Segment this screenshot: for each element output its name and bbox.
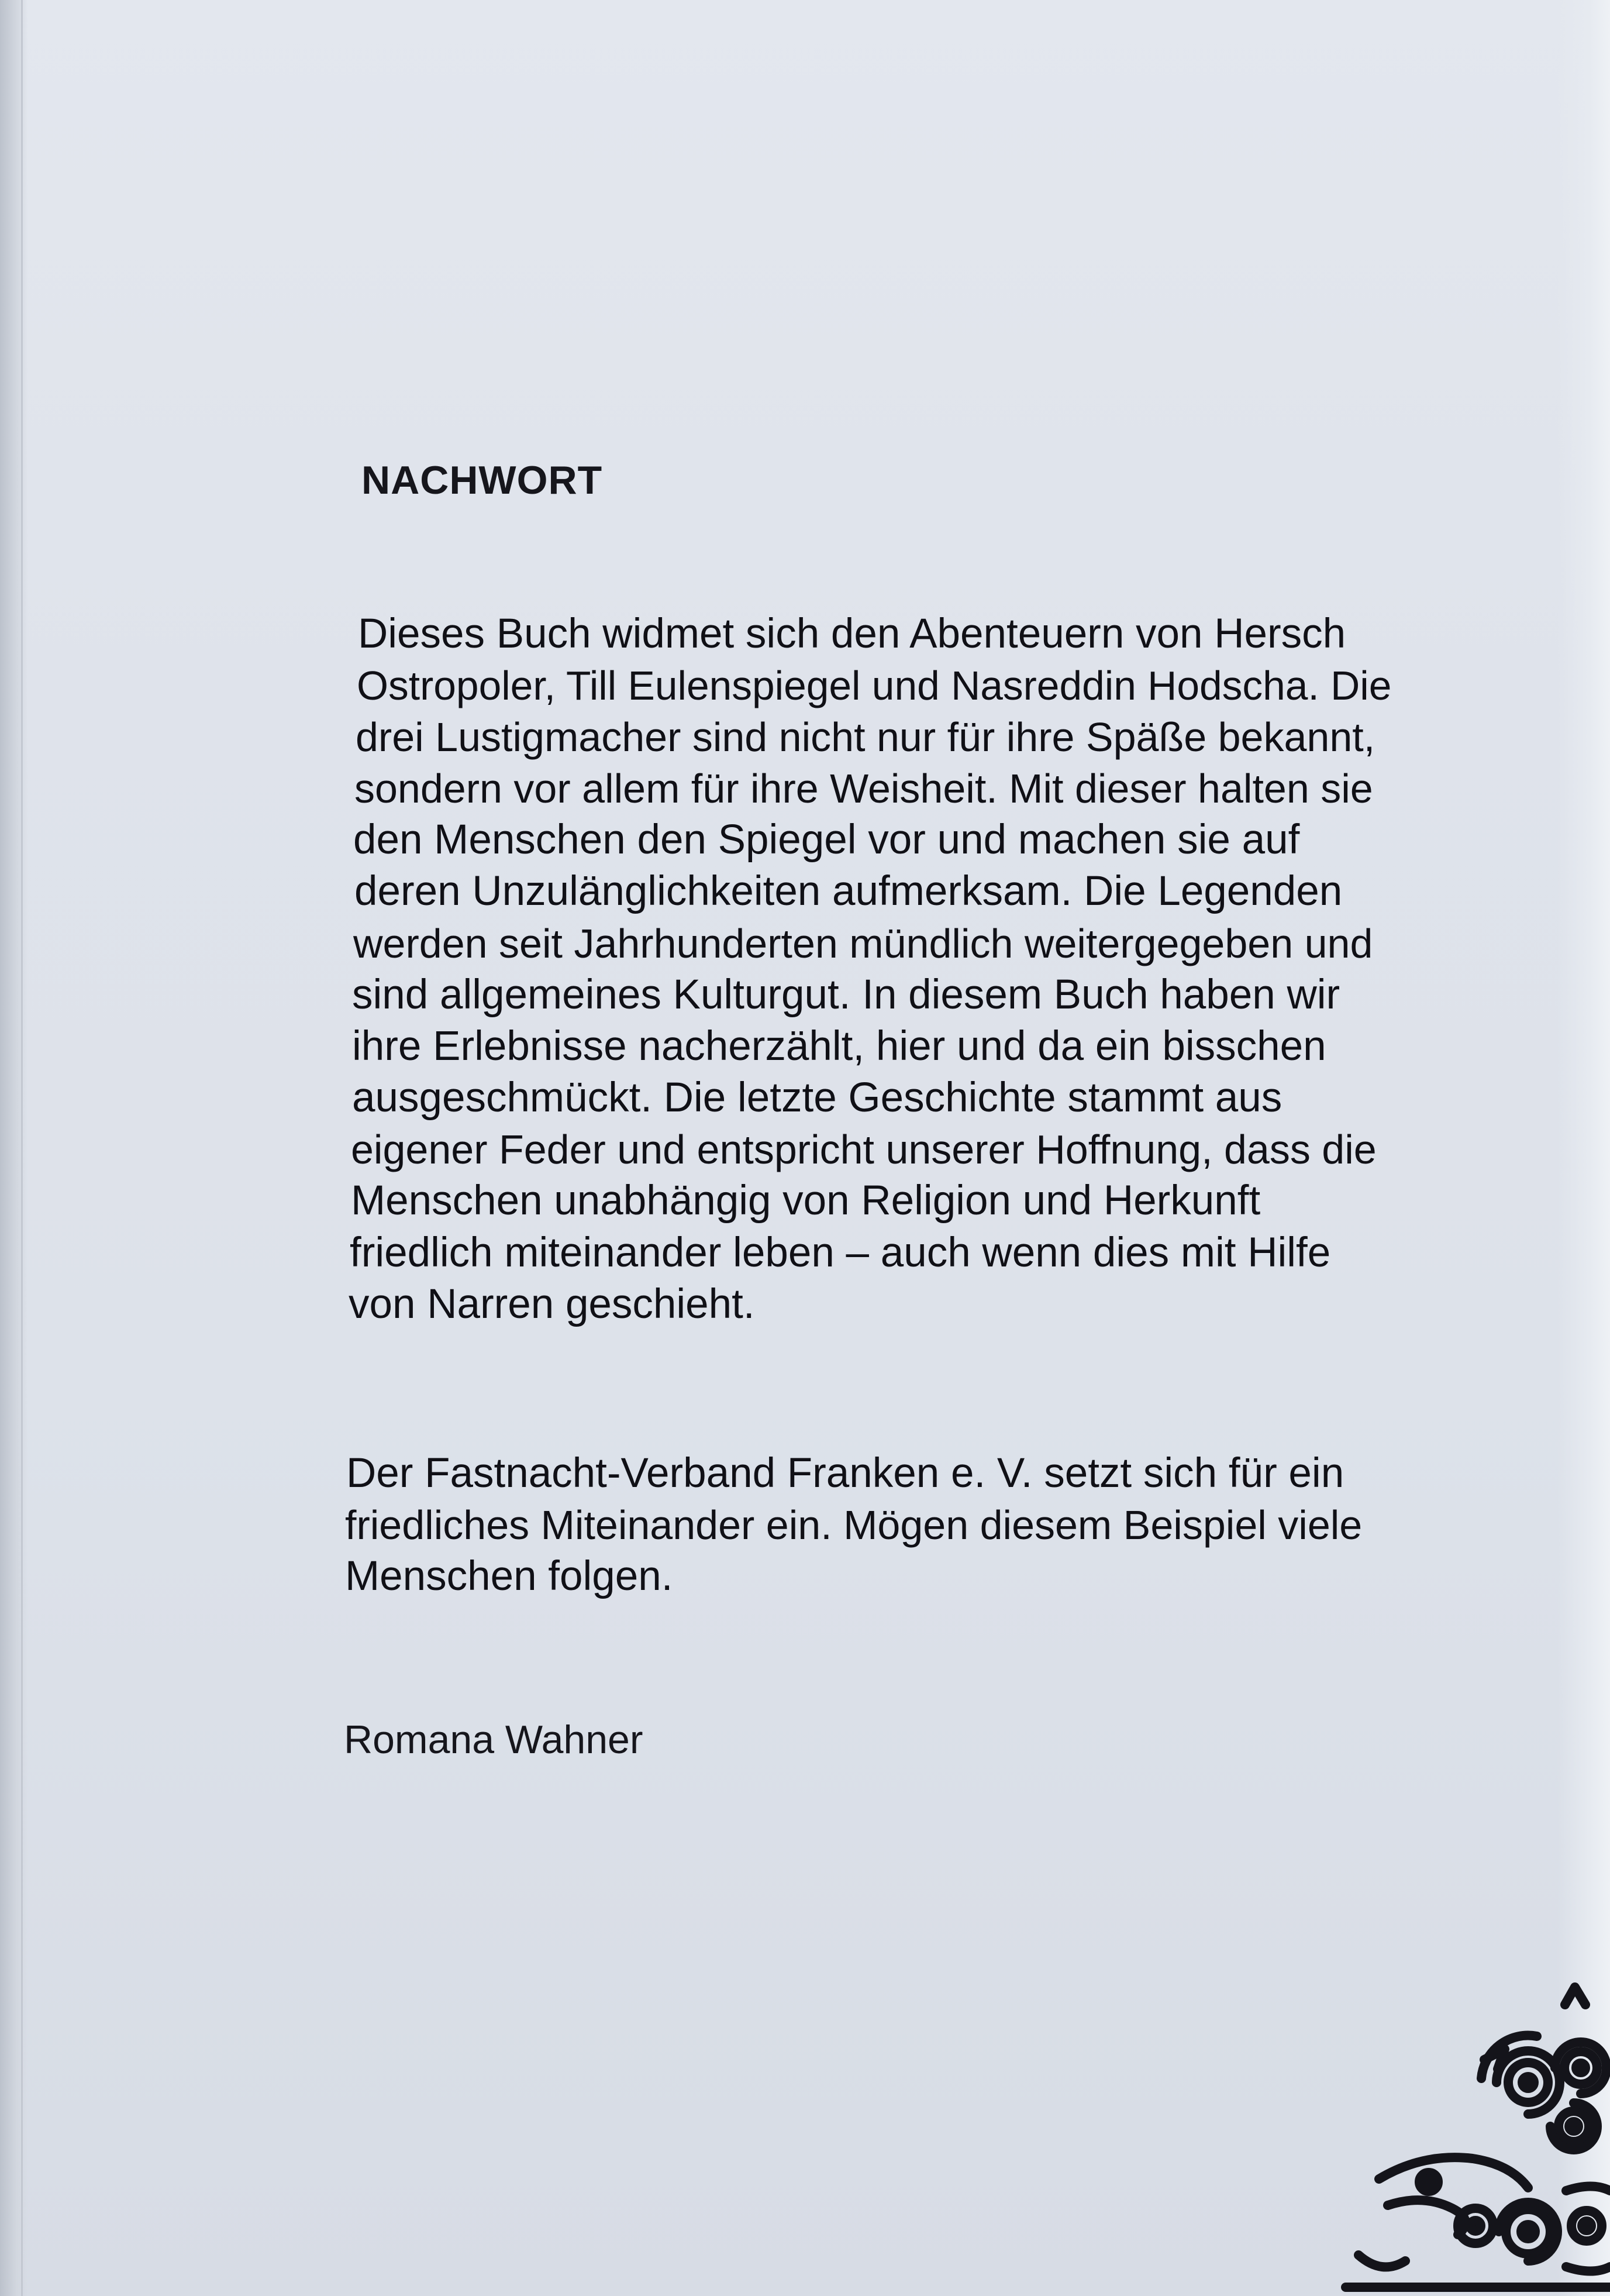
paragraph-line: sind allgemeines Kulturgut. In diesem Buch haben wir: [352, 972, 1340, 1018]
decorative-swirl-ornament-icon: [1335, 1980, 1610, 2296]
author-signature: Romana Wahner: [344, 1717, 643, 1762]
paragraph-line: ausgeschmückt. Die letzte Geschichte stammt aus: [352, 1075, 1283, 1121]
paragraph-line: friedliches Miteinander ein. Mögen diesem Beispiel viele: [345, 1502, 1363, 1548]
paragraph-line: Menschen folgen.: [345, 1553, 673, 1599]
paragraph-line: ihre Erlebnisse nacherzählt, hier und da ein bisschen: [352, 1023, 1326, 1069]
page-light-edge: [1557, 0, 1610, 2296]
paragraph-line: von Narren geschieht.: [349, 1281, 755, 1327]
paragraph-line: Ostropoler, Till Eulenspiegel und Nasreddin Hodscha. Die: [357, 663, 1392, 708]
paragraph-line: deren Unzulänglichkeiten aufmerksam. Die Legenden: [354, 868, 1343, 914]
paragraph-line: friedlich miteinander leben – auch wenn dies mit Hilfe: [350, 1230, 1331, 1276]
paragraph-line: eigener Feder und entspricht unserer Hoffnung, dass die: [351, 1127, 1377, 1172]
paragraph-line: drei Lustigmacher sind nicht nur für ihre Späße bekannt,: [356, 714, 1375, 760]
paragraph-line: sondern vor allem für ihre Weisheit. Mit dieser halten sie: [354, 766, 1373, 811]
page-binding-shadow: [0, 0, 28, 2296]
page-edge-line: [21, 0, 23, 2296]
paragraph-line: Dieses Buch widmet sich den Abenteuern von Hersch: [358, 611, 1346, 657]
paragraph-line: werden seit Jahrhunderten mündlich weitergegeben und: [353, 921, 1373, 966]
paragraph-line: Menschen unabhängig von Religion und Herkunft: [351, 1178, 1261, 1224]
paragraph-line: Der Fastnacht-Verband Franken e. V. setzt sich für ein: [346, 1450, 1344, 1496]
page-heading: NACHWORT: [361, 458, 603, 502]
paragraph-line: den Menschen den Spiegel vor und machen sie auf: [353, 817, 1300, 863]
